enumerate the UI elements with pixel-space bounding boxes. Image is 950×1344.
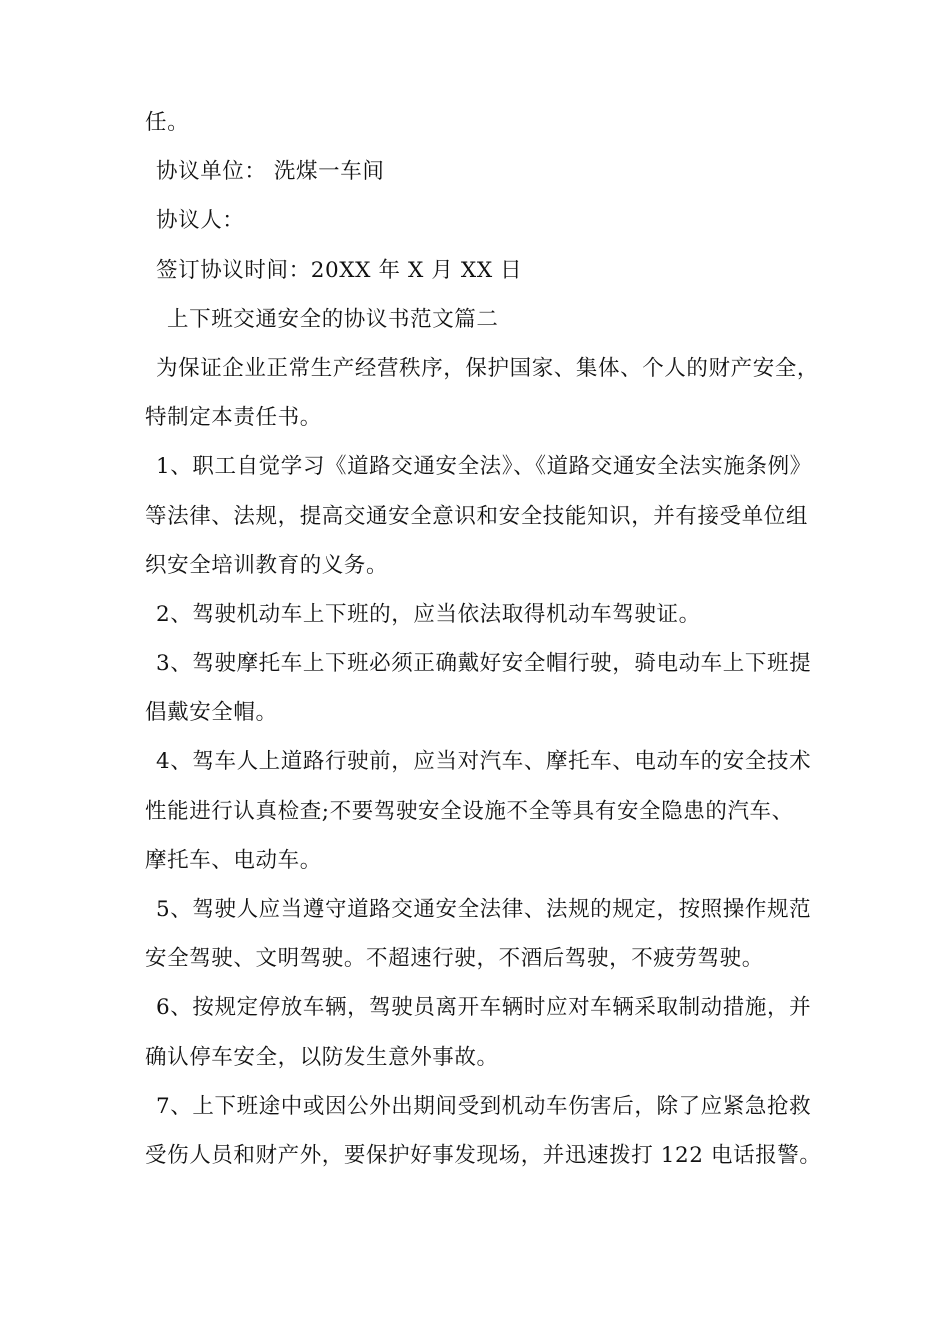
text-line: 任。 xyxy=(145,110,190,135)
agreement-unit-line: 协议单位： 洗煤一车间 xyxy=(156,159,385,185)
text-line: 特制定本责任书。 xyxy=(145,405,322,431)
text-line: 织安全培训教育的义务。 xyxy=(145,552,389,578)
text-line: 7、上下班途中或因公外出期间受到机动车伤害后，除了应紧急抢救 xyxy=(156,1093,812,1119)
section-heading: 上下班交通安全的协议书范文篇二 xyxy=(167,306,499,332)
text-line: 5、驾驶人应当遵守道路交通安全法律、法规的规定，按照操作规范 xyxy=(156,897,812,922)
text-line: 受伤人员和财产外，要保护好事发现场，并迅速拨打 122 电话报警。 xyxy=(145,1142,822,1168)
text-line: 2、驾驶机动车上下班的，应当依法取得机动车驾驶证。 xyxy=(156,601,701,627)
text-line: 确认停车安全，以防发生意外事故。 xyxy=(145,1044,499,1070)
agreement-person-line: 协议人： xyxy=(156,208,245,234)
text-line: 倡戴安全帽。 xyxy=(145,700,278,726)
signing-date-line: 签订协议时间：20XX 年 X 月 XX 日 xyxy=(156,257,523,283)
text-line: 1、职工自觉学习《道路交通安全法》、《道路交通安全法实施条例》 xyxy=(156,454,812,480)
text-line: 3、驾驶摩托车上下班必须正确戴好安全帽行驶，骑电动车上下班提 xyxy=(156,651,812,677)
text-line: 摩托车、电动车。 xyxy=(145,847,322,873)
text-line: 等法律、法规，提高交通安全意识和安全技能知识，并有接受单位组 xyxy=(145,503,809,529)
text-line: 4、驾车人上道路行驶前，应当对汽车、摩托车、电动车的安全技术 xyxy=(156,749,812,775)
text-line: 性能进行认真检查;不要驾驶安全设施不全等具有安全隐患的汽车、 xyxy=(145,798,794,824)
text-line: 为保证企业正常生产经营秩序，保护国家、集体、个人的财产安全， xyxy=(156,355,820,381)
document-body xyxy=(145,98,825,1180)
text-line: 安全驾驶、文明驾驶。不超速行驶，不酒后驾驶，不疲劳驾驶。 xyxy=(145,946,764,972)
text-line: 6、按规定停放车辆，驾驶员离开车辆时应对车辆采取制动措施，并 xyxy=(156,995,812,1021)
